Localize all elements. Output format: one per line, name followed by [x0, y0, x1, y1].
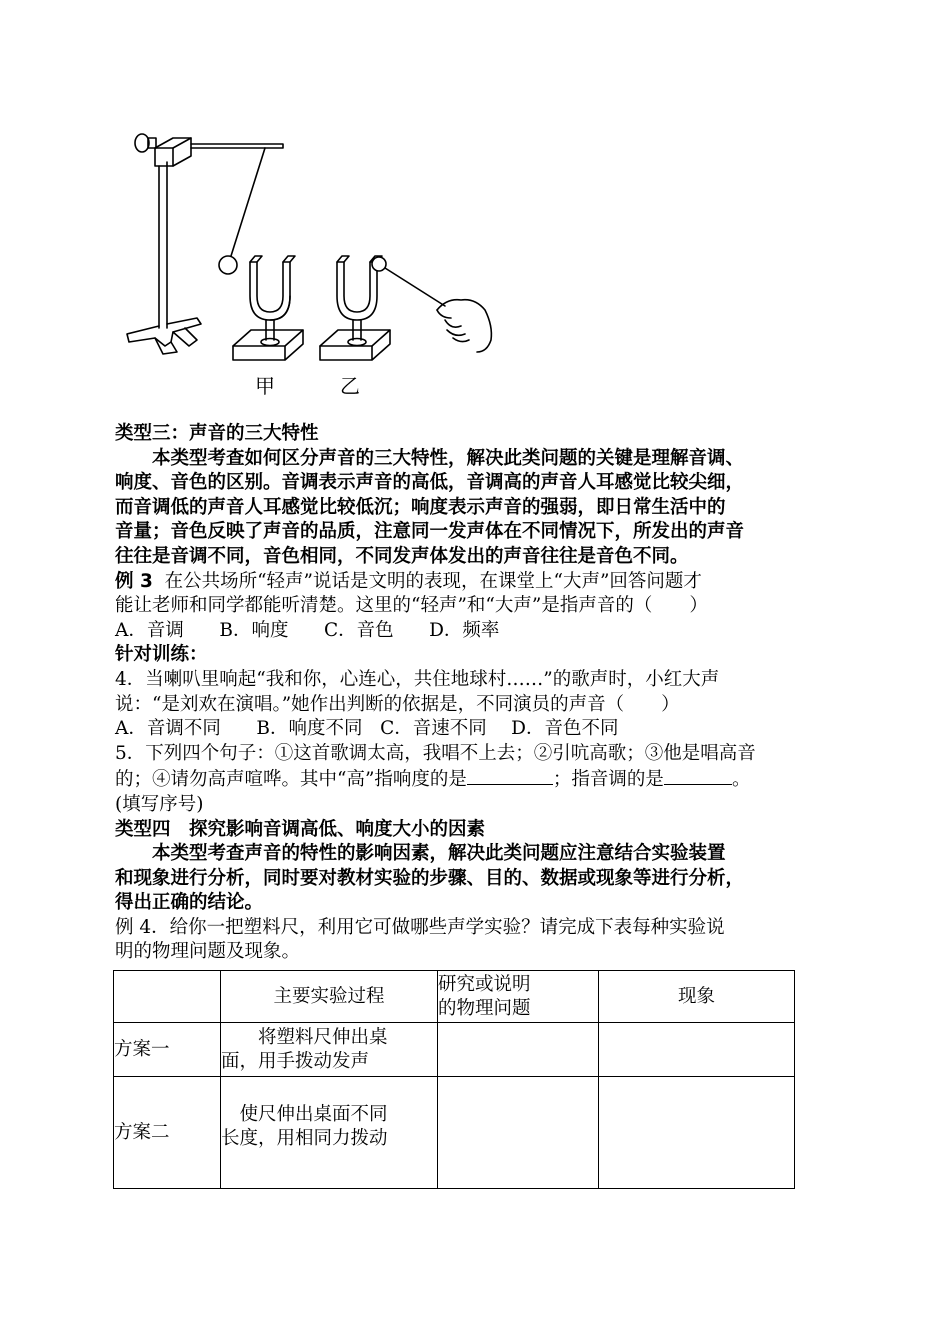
section3-para-line: 音量；音色反映了声音的品质，注意同一发声体在不同情况下，所发出的声音: [115, 521, 745, 543]
q4-line2: 说：“是刘欢在演唱。”她作出判断的依据是，不同演员的声音（ ）: [115, 693, 680, 715]
option-a: A．音调不同: [115, 718, 221, 740]
q5-text-a: 的；④请勿高声喧哗。其中“高”指响度的是: [115, 769, 467, 791]
table-header-cell: 主要实验过程: [221, 971, 438, 1023]
example3-label: 例 3: [115, 570, 153, 592]
experiment-table: [113, 970, 795, 1189]
section4-para-line: 得出正确的结论。: [115, 892, 264, 914]
q5-text-b: ；指音调的是: [552, 769, 664, 791]
experiment-figure: [115, 120, 495, 400]
row-process: [221, 1077, 438, 1189]
example4-line2: 明的物理问题及现象。: [115, 941, 301, 963]
section4-para-line: 和现象进行分析，同时要对教材实验的步骤、目的、数据或现象等进行分析，: [115, 867, 745, 889]
q4-line1: 4．当喇叭里响起“我和你，心连心，共住地球村……”的歌声时，小红大声: [115, 668, 720, 690]
table-header-cell: [114, 971, 221, 1023]
figure-label-jia: 甲: [255, 374, 275, 398]
q5-line3: (填写序号): [115, 793, 204, 815]
section4-para-line: 本类型考查声音的特性的影响因素，解决此类问题应注意结合实验装置: [152, 843, 726, 865]
q5-line2: [115, 766, 855, 793]
row-name: 方案二: [114, 1077, 221, 1189]
header-line: 研究或说明: [438, 973, 531, 995]
q5-line1: 5．下列四个句子：①这首歌调太高，我唱不上去；②引吭高歌；③他是唱高音: [115, 742, 756, 764]
process-line: 使尺伸出桌面不同: [239, 1104, 388, 1125]
answer-blank-loudness[interactable]: [467, 766, 553, 785]
option-c: C．音色: [323, 619, 394, 641]
section3-title: 类型三：声音的三大特性: [115, 423, 319, 444]
option-a: A．音调: [115, 619, 184, 641]
table-header-row: [114, 971, 795, 1023]
example3-line1: [115, 570, 855, 595]
row-process: [221, 1023, 438, 1077]
option-c: C．音速不同: [380, 718, 487, 740]
training-title: 针对训练：: [115, 644, 208, 666]
row-phenomenon-cell[interactable]: [599, 1077, 795, 1189]
example3-options: [115, 619, 855, 644]
section4-title: 类型四 探究影响音调高低、响度大小的因素: [115, 818, 486, 840]
document-body: [115, 422, 855, 965]
table-header-cell: 现象: [599, 971, 795, 1023]
option-b: B．响度不同: [256, 718, 363, 740]
example4-line1: 例 4．给你一把塑料尺，利用它可做哪些声学实验？请完成下表每种实验说: [115, 916, 725, 938]
header-line: 的物理问题: [438, 997, 531, 1019]
figure-label-yi: 乙: [340, 374, 360, 398]
row-question-cell[interactable]: [438, 1077, 599, 1189]
process-line: 面，用手拨动发声: [221, 1050, 370, 1072]
q5-text-c: 。: [731, 769, 751, 791]
example3-line2: 能让老师和同学都能听清楚。这里的“轻声”和“大声”是指声音的（ ）: [115, 595, 708, 617]
option-d: D．音色不同: [511, 718, 619, 740]
table-row: [114, 1023, 795, 1077]
answer-blank-pitch[interactable]: [664, 766, 732, 785]
option-b: B．响度: [219, 619, 289, 641]
q4-options: [115, 717, 855, 742]
section3-para-line: 响度、音色的区别。音调表示声音的高低，音调高的声音人耳感觉比较尖细，: [115, 472, 745, 494]
option-d: D．频率: [429, 619, 500, 641]
process-line: 长度，用相同力拨动: [221, 1128, 388, 1149]
section3-para-line: 往往是音调不同，音色相同，不同发声体发出的声音往往是音色不同。: [115, 545, 689, 567]
section3-para-line: 而音调低的声音人耳感觉比较低沉；响度表示声音的强弱，即日常生活中的: [115, 496, 726, 518]
table-row: [114, 1077, 795, 1189]
example3-text: 在公共场所“轻声”说话是文明的表现，在课堂上“大声”回答问题才: [164, 570, 702, 592]
table-header-cell: [438, 971, 599, 1023]
section3-para-line: 本类型考查如何区分声音的三大特性，解决此类问题的关键是理解音调、: [152, 447, 745, 469]
row-name: 方案一: [114, 1023, 221, 1077]
process-line: 将塑料尺伸出桌: [258, 1026, 388, 1048]
row-question-cell[interactable]: [438, 1023, 599, 1077]
tuning-fork-pendulum-illustration: [115, 120, 495, 400]
row-phenomenon-cell[interactable]: [599, 1023, 795, 1077]
